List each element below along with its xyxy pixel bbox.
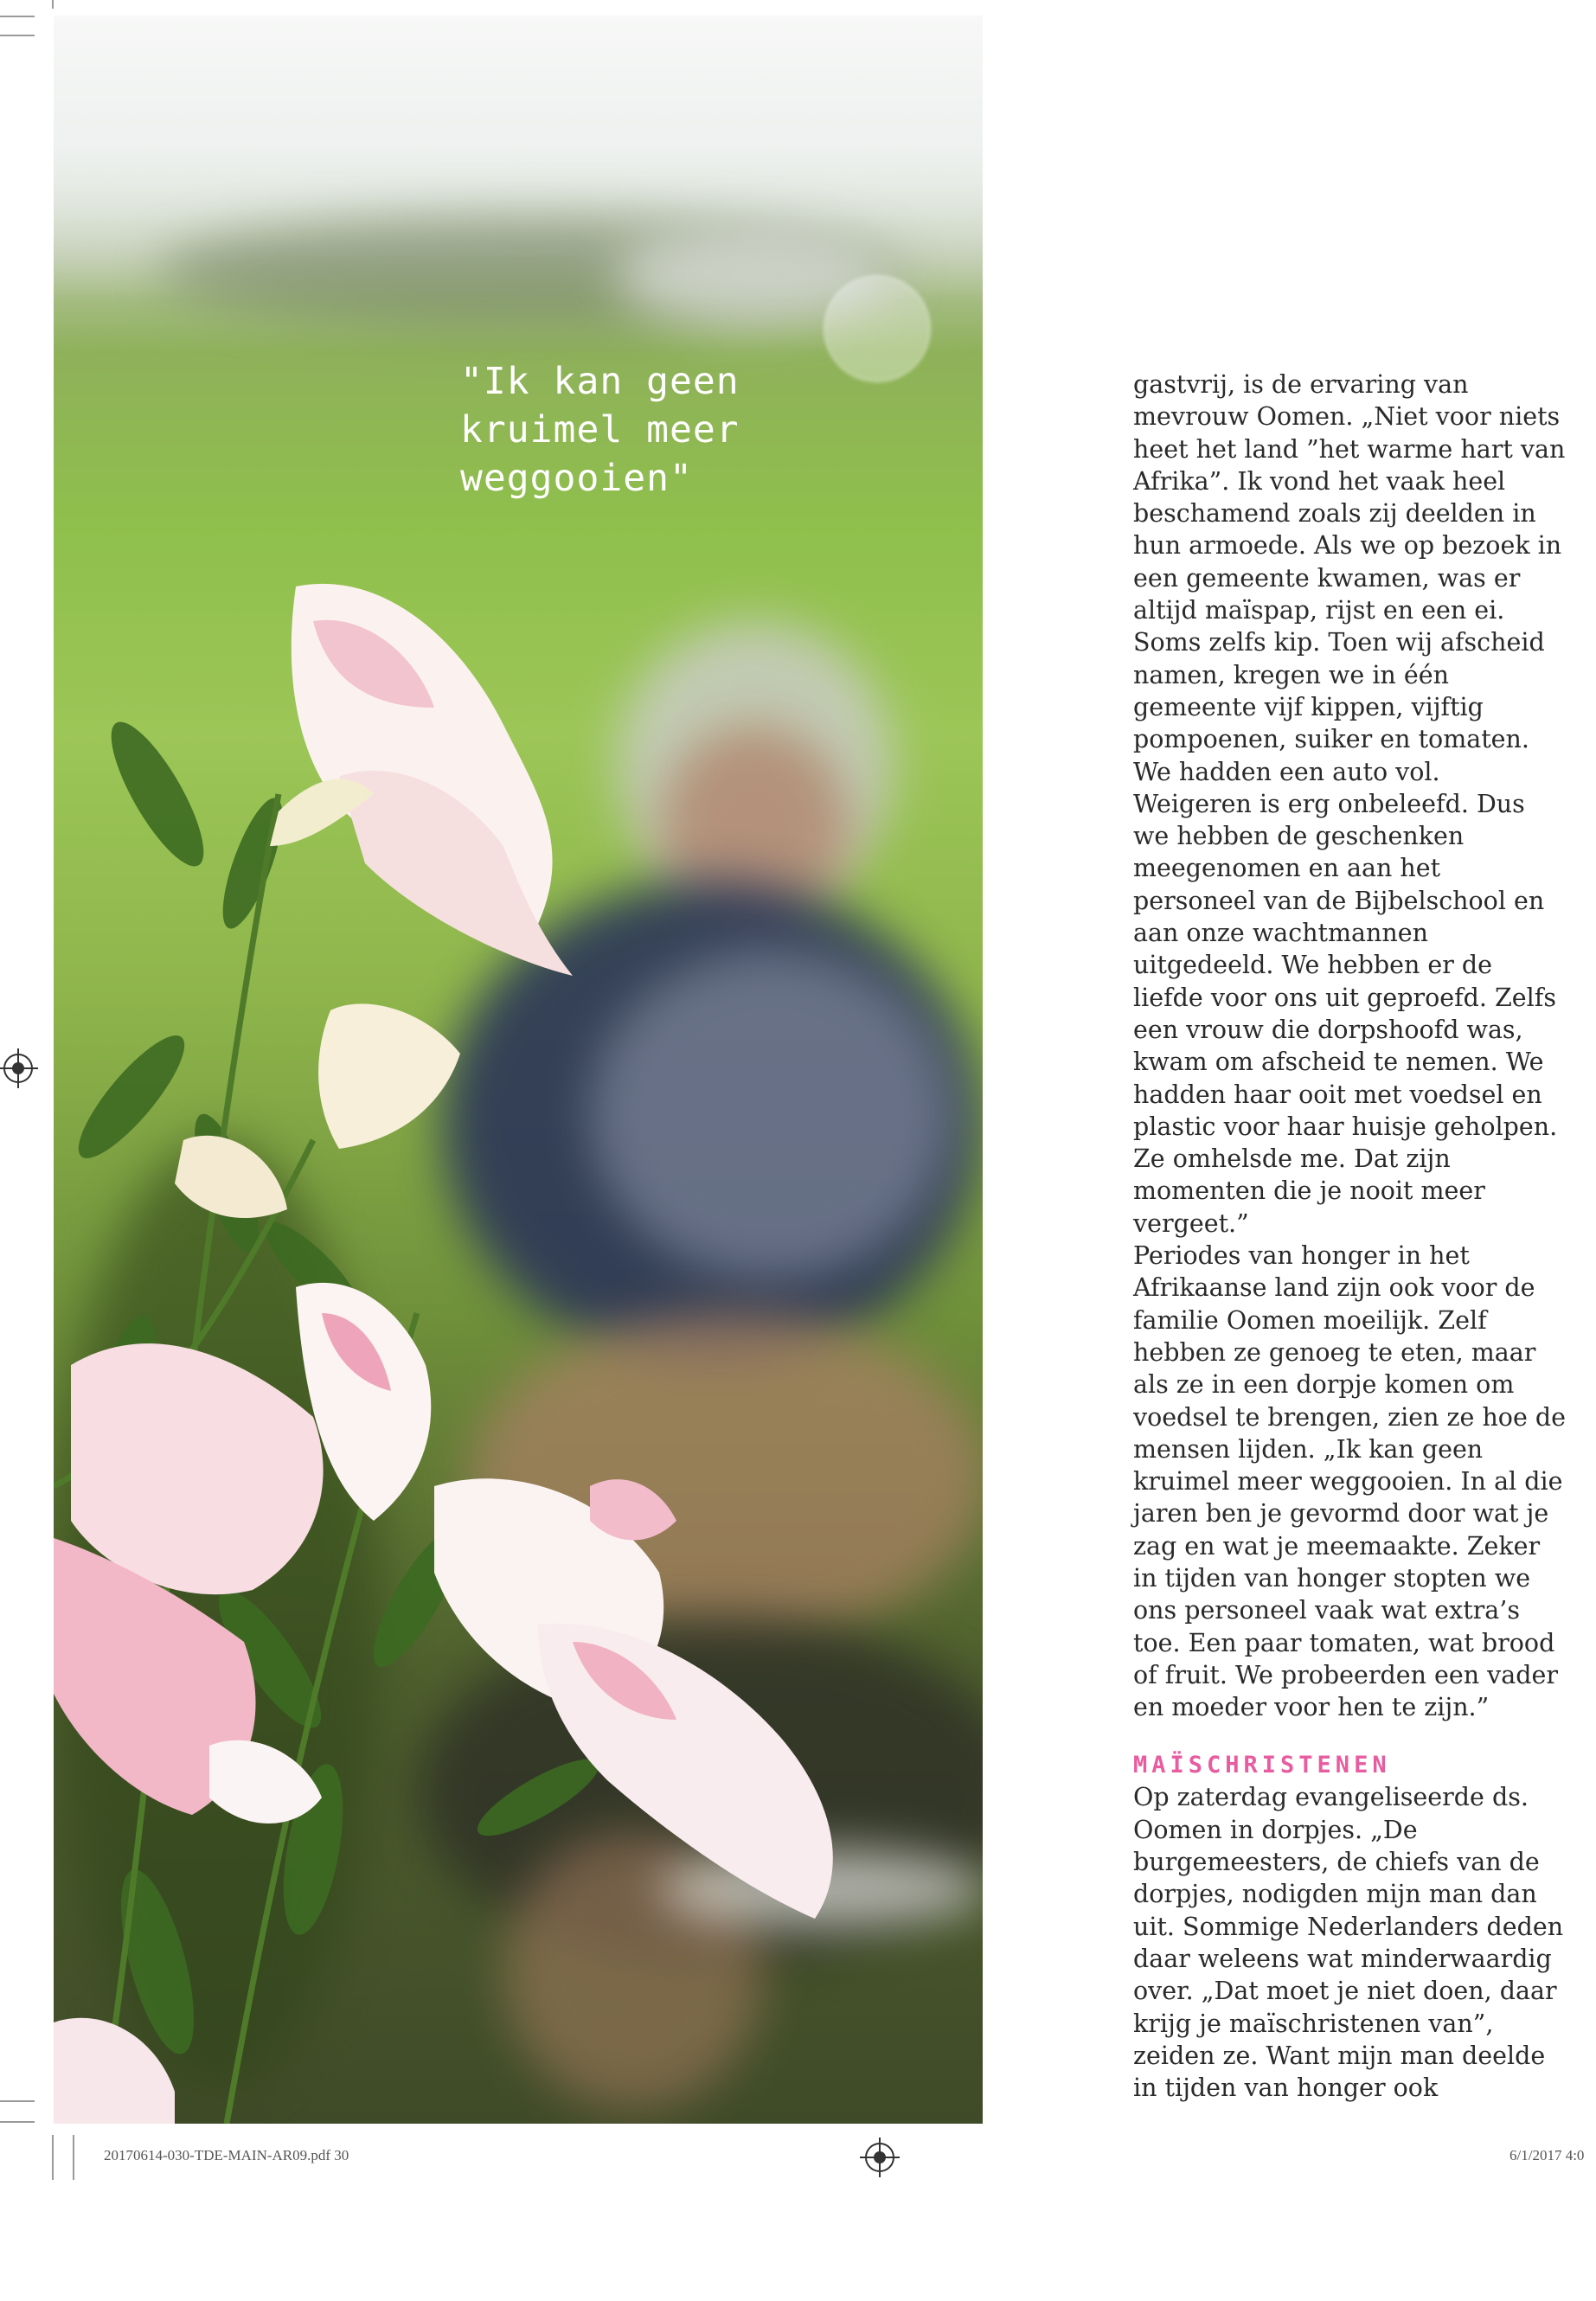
section-heading: MAÏSCHRISTENEN [1133,1752,1391,1779]
registration-mark-icon [865,2143,894,2172]
crop-mark [73,2135,74,2180]
print-slug-filename: 20170614-030-TDE-MAIN-AR09.pdf 30 [104,2147,349,2163]
article-paragraph: Periodes van honger in het Afrikaanse land zijn ook voor de familie Oomen moeilijk. Zelf hebben ze genoeg te eten, maar als ze in een dorpje komen om voedsel te brengen, zien ze hoe de mensen lijden. „Ik kan geen kruimel meer weggooien. In al die jaren ben je gevormd door wat je zag en wat je meemaakte. Zeker in tijden van honger stopten we ons personeel vaak wat extra’s toe. Een paar tomaten, wat brood of fruit. We probeerden een vader en moeder voor hen te zijn.” [1133,1241,1566,1722]
crop-mark [0,16,35,17]
crop-mark [52,0,54,9]
print-slug-date: 6/1/2017 4:0 [1509,2147,1585,2163]
article-paragraph: gastvrij, is de ervaring van mevrouw Oomen. „Niet voor niets heet het land ”het warme hart van Afrika”. Ik vond het vaak heel beschamend zoals zij deelden in hun armoede. Als we op bezoek in een gemeente kwamen, was er altijd maïspap, rijst en een ei. Soms zelfs kip. Toen wij afscheid namen, kregen we in één gemeente vijf kippen, vijftig pompoenen, suiker en tomaten. We hadden een auto vol. Weigeren is erg onbeleefd. Dus we hebben de geschenken meegenomen en aan het personeel van de Bijbelschool en aan onze wachtmannen uitgedeeld. We hebben er de liefde voor ons uit geproefd. Zelfs een vrouw die dorpshoofd was, kwam om afscheid te nemen. We hadden haar ooit met voedsel en plastic voor haar huisje geholpen. Ze omhelsde me. Dat zijn momenten die je nooit meer vergeet.” [1133,370,1566,1238]
crop-mark [0,35,35,36]
article-paragraph: Op zaterdag evangeliseerde ds. Oomen in dorpjes. „De burgemeesters, de chiefs van de dorpjes, nodigden mijn man dan uit. Sommige Nederlanders deden daar weleens wat minderwaardig over. „Dat moet je niet doen, daar krijg je maïschristenen van”, zeiden ze. Want mijn man deelde in tijden van honger ook [1133,1783,1564,2103]
article-column [1133,369,1566,2104]
crop-mark [0,2121,35,2123]
crop-mark [0,2100,35,2102]
article-photo [54,16,983,2124]
registration-mark-icon [3,1054,33,1083]
crop-mark [52,2135,54,2180]
pull-quote: "Ik kan geen kruimel meer weggooien" [460,360,740,500]
petunia-flowers-illustration [54,16,983,2124]
